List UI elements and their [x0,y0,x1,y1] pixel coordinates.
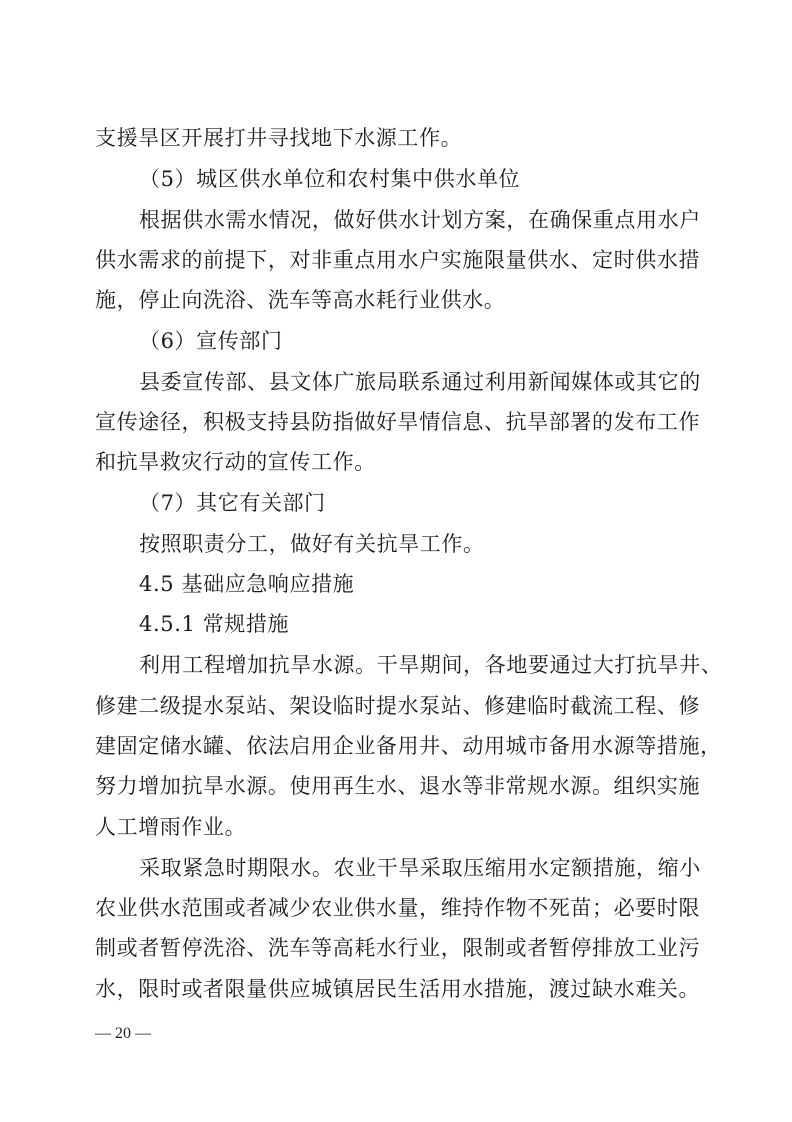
section-heading-4-5-1: 4.5.1 常规措施 [139,612,290,636]
text-line-21: 制 或 者 暂 停 洗 浴 、 洗 车 等 高 耗 水 行 业 ， 限 制 或 者 暂 停 排 放 工 业 污 [95,936,701,960]
text-line-3: 根 据 供 水 需 水 情 况 ， 做 好 供 水 计 划 方 案 ， 在 确 保 重 点 用 水 户 [139,208,701,232]
text-line-15: 修 建 二 级 提 水 泵 站 、 架 设 临 时 提 水 泵 站 、 修 建 临 时 截 流 工 程 、 修 [95,694,701,718]
section-heading-6: （6）宣传部门 [139,329,283,353]
text-line-11: 按照职责分工，做好有关抗旱工作。 [139,532,485,556]
section-heading-7: （7）其它有关部门 [139,491,326,515]
text-line-17: 努 力 增 加 抗 旱 水 源 。 使 用 再 生 水 、 退 水 等 非 常 规 水 源 。 组 织 实 施 [95,774,701,798]
text-line-14: 利 用 工 程 增 加 抗 旱 水 源 。 干 旱 期 间 ， 各 地 要 通 过 大 打 抗 旱 井 、 [139,653,723,677]
text-line-19: 采 取 紧 急 时 期 限 水 。 农 业 干 旱 采 取 压 缩 用 水 定 额 措 施 ， 缩 小 [139,856,701,880]
text-line-4: 供 水 需 求 的 前 提 下 ， 对 非 重 点 用 水 户 实 施 限 量 供 水 、 定 时 供 水 措 [95,248,701,272]
text-line-5: 施，停止向洗浴、洗车等高水耗行业供水。 [95,288,506,312]
text-line-9: 和抗旱救灾行动的宣传工作。 [95,450,376,474]
text-line-7: 县 委 宣 传 部 、 县 文 体 广 旅 局 联 系 通 过 利 用 新 闻 媒 体 或 其 它 的 [139,370,701,394]
section-heading-4-5: 4.5 基础应急响应措施 [139,572,355,596]
text-line-18: 人工增雨作业。 [95,815,247,839]
text-line-8: 宣 传 途 径 ， 积 极 支 持 县 防 指 做 好 旱 情 信 息 、 抗 旱 部 署 的 发 布 工 作 [95,410,701,434]
page-number: — 20 — [95,1025,151,1042]
text-line-22: 水 ， 限 时 或 者 限 量 供 应 城 镇 居 民 生 活 用 水 措 施 ， 渡 过 缺 水 难 关 。 [95,977,701,1001]
section-heading-5: （5）城区供水单位和农村集中供水单位 [139,167,521,191]
text-line-20: 农 业 供 水 范 围 或 者 减 少 农 业 供 水 量 ， 维 持 作 物 不 死 苗 ； 必 要 时 限 [95,896,701,920]
text-line-1: 支援旱区开展打井寻找地下水源工作。 [95,126,463,150]
text-line-16: 建 固 定 储 水 罐 、 依 法 启 用 企 业 备 用 井 、 动 用 城 市 备 用 水 源 等 措 施 ， [95,734,722,758]
